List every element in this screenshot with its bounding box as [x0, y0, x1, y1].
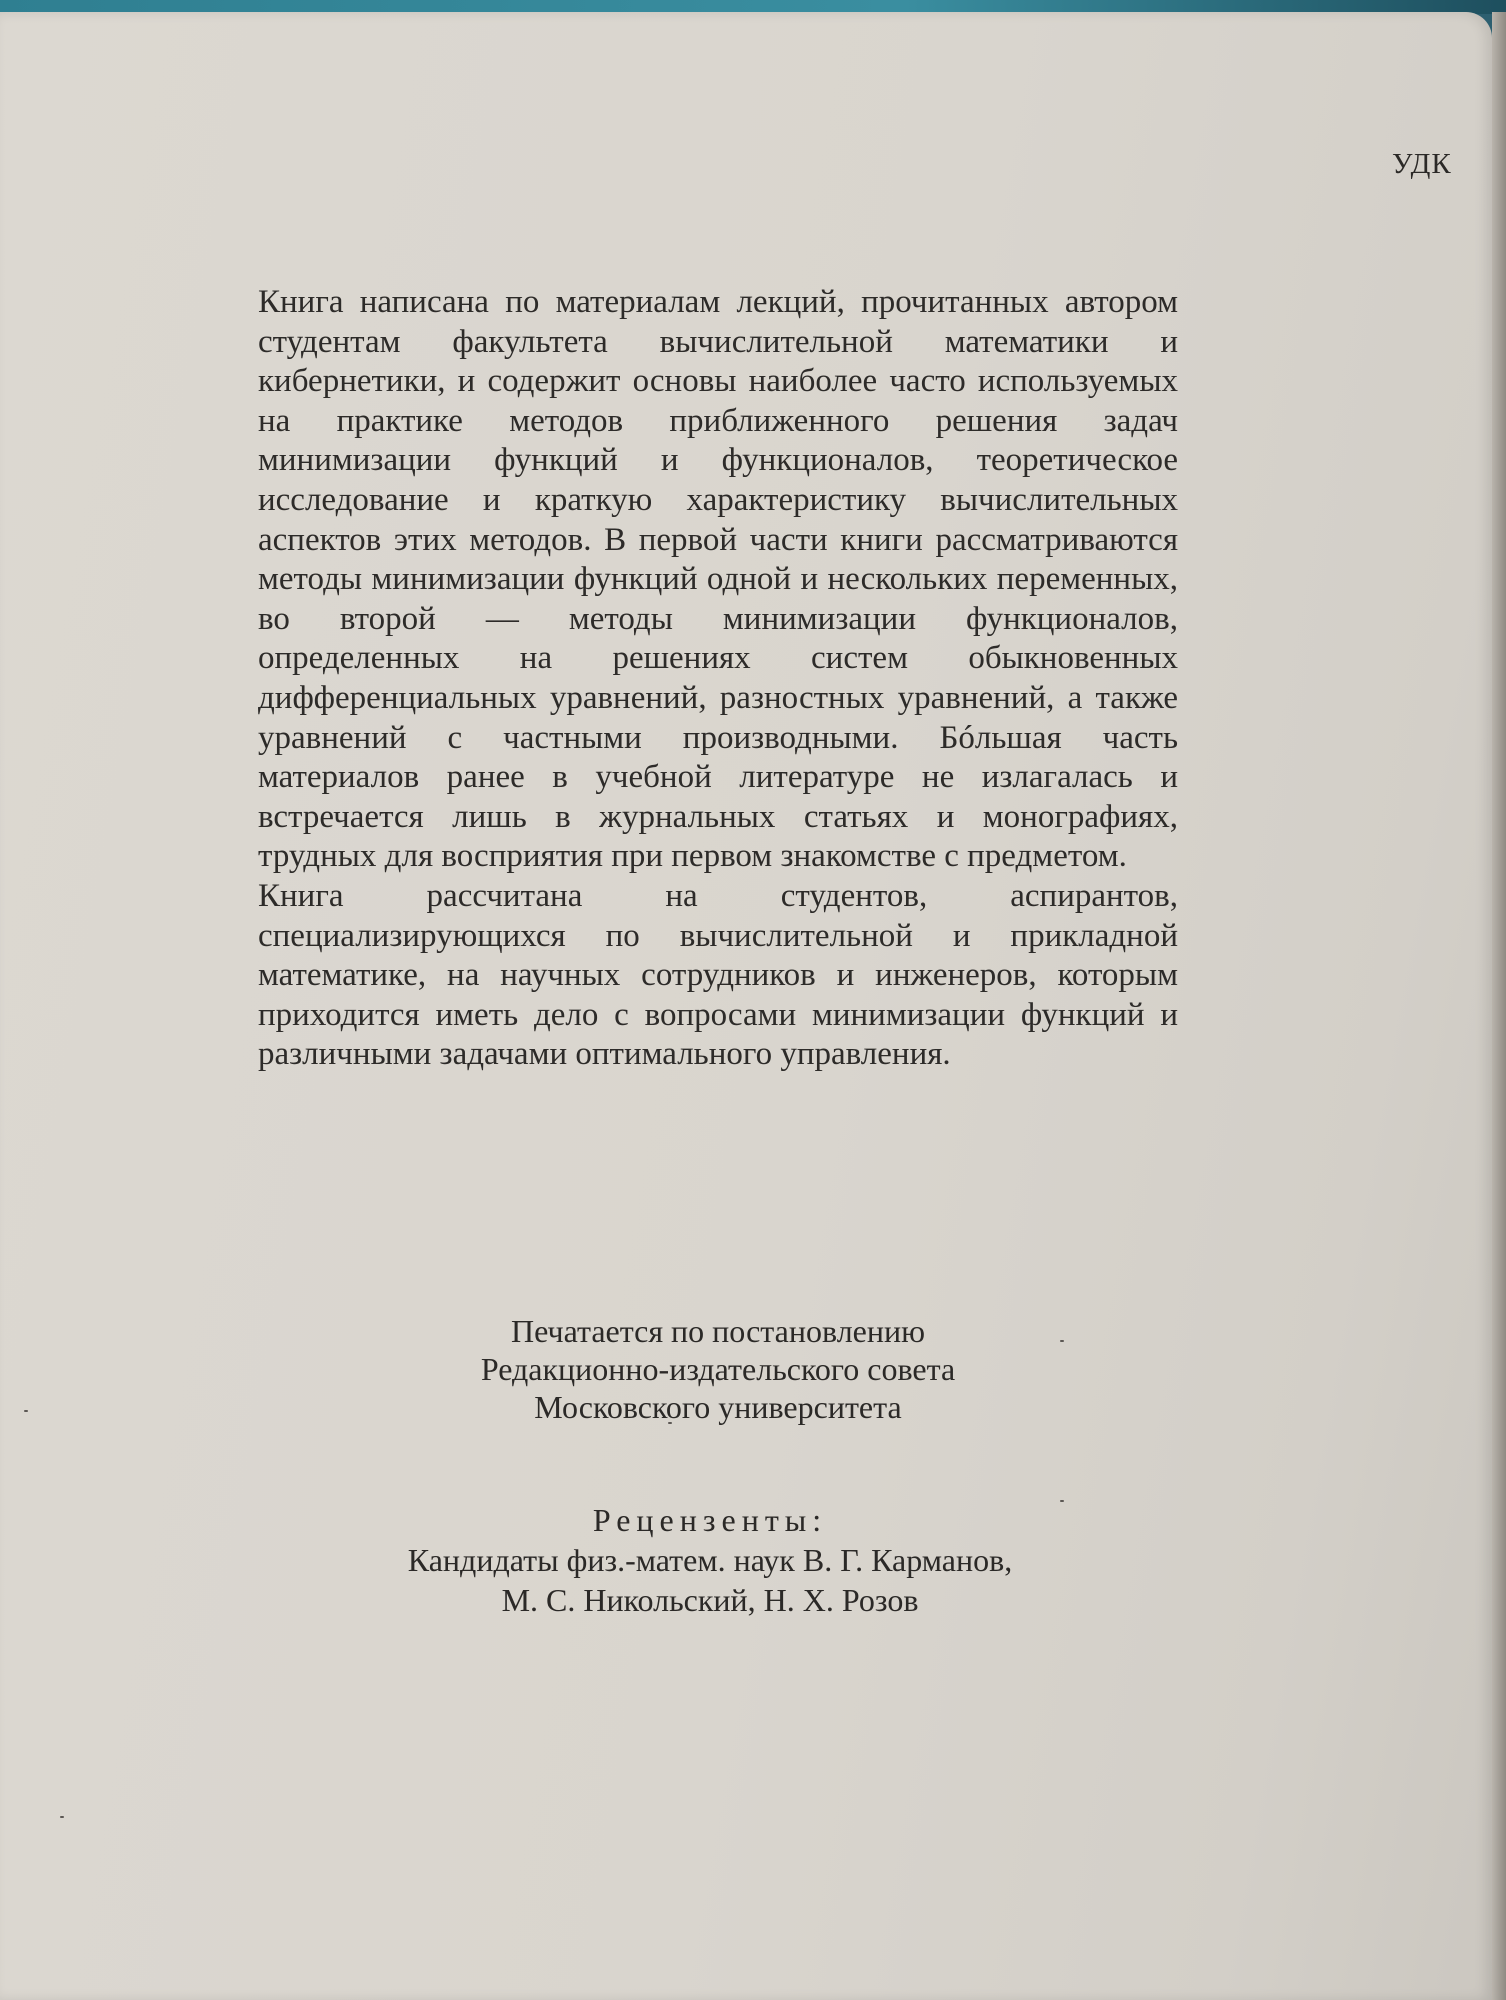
reviewers-line-1: Кандидаты физ.-матем. наук В. Г. Карманов, [407, 1542, 1013, 1578]
paper-speck [24, 1410, 28, 1412]
book-annotation [258, 283, 1178, 1075]
imprint-line-2: Редакционно-издательского совета [480, 1351, 956, 1387]
imprint-notice [258, 1312, 1178, 1426]
page-edge-shadow [1492, 12, 1506, 2000]
udk-label: УДК [1392, 148, 1452, 180]
reviewers-title: Рецензенты: [592, 1502, 828, 1538]
annotation-paragraph-1: Книга написана по материалам лекций, прочитанных автором студентам факультета вычислительной математики и кибернетики, и содержит основы наиболее часто используемых на практике методов приближенного решения задач минимизации функций и функционалов, теоретическое исследование и краткую характеристику вычислительных аспектов этих методов. В первой части книги рассматриваются методы минимизации функций одной и нескольких переменных, во второй — методы минимизации функционалов, определенных на решениях систем обыкновенных дифференциальных уравнений, разностных уравнений, а также уравнений с частными производными. Бóльшая часть материалов ранее в учебной литературе не излагалась и встречается лишь в журнальных статьях и монографиях, трудных для восприятия при первом знакомстве с предметом. [258, 284, 1178, 875]
reviewers-line-2: М. С. Никольский, Н. Х. Розов [501, 1582, 919, 1618]
annotation-paragraph-2: Книга рассчитана на студентов, аспирантов, специализирующихся по вычислительной и прикладной математике, на научных сотрудников и инженеров, которым приходится иметь дело с вопросами минимизации функций и различными задачами оптимального управления. [258, 877, 1178, 1073]
paper-speck [60, 1816, 64, 1818]
imprint-line-3: Московского университета [534, 1389, 902, 1425]
imprint-line-1: Печатается по постановлению [510, 1313, 926, 1349]
reviewers-block [230, 1500, 1190, 1620]
